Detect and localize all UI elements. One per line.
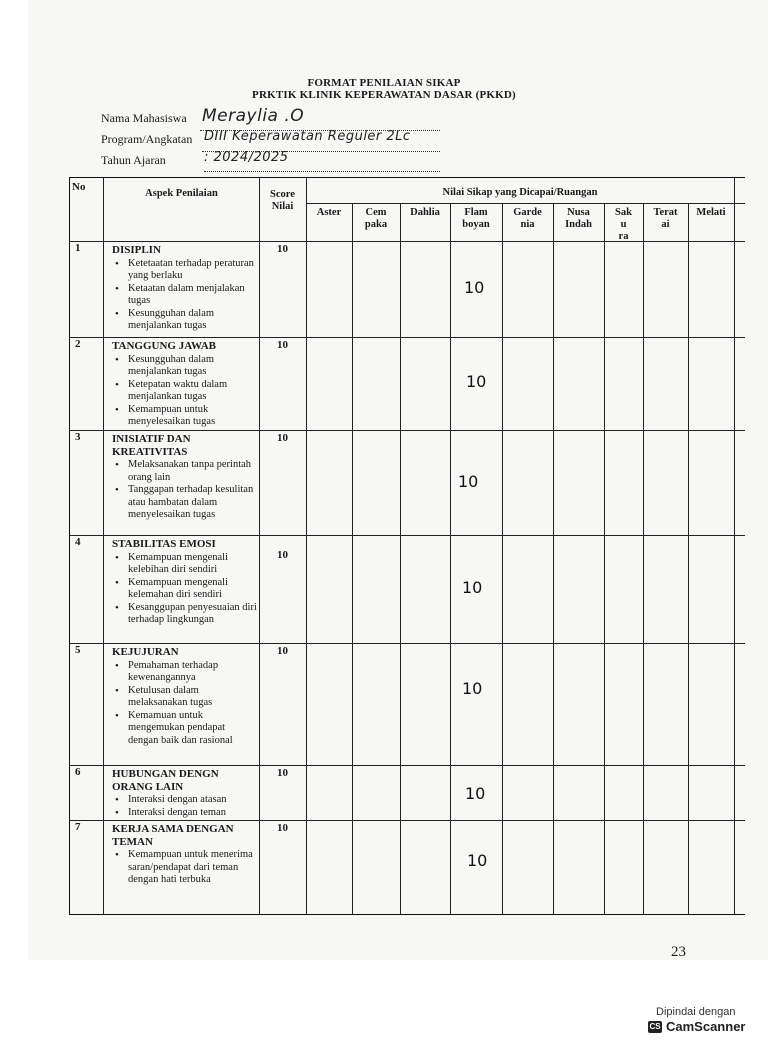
criteria-item: • Kemampuan untuk menyelesaikan tugas [128, 404, 257, 429]
aspect-title: DISIPLIN [112, 244, 161, 256]
aspect-title: KEJUJURAN [112, 646, 179, 658]
room-header-0-l1: Aster [316, 207, 342, 218]
room-header-3-l2: boyan [462, 219, 490, 230]
row-number: 2 [75, 338, 81, 350]
criteria-item: • Kesanggupan penyesuaian diri terhadap lingkungan [128, 602, 257, 627]
aspect-criteria-list [112, 258, 257, 333]
header-score-line1: Score [270, 189, 295, 200]
tahun-label: Tahun Ajaran [101, 153, 166, 167]
aspect-criteria-list [112, 849, 257, 887]
room-header-4-l1: Garde [513, 207, 542, 218]
row-number: 7 [75, 821, 81, 833]
aspect-cell [112, 433, 257, 522]
criteria-item: • Ketaatan dalam menjalakan tugas [128, 283, 257, 308]
row-number: 6 [75, 766, 81, 778]
program-label: Program/Angkatan [101, 132, 193, 146]
camscanner-watermark [644, 1000, 762, 1040]
criteria-item: • Kemampuan mengenali kelebihan diri sendiri [128, 552, 257, 577]
aspect-title: KERJA SAMA DENGAN TEMAN [112, 823, 234, 848]
aspect-cell [112, 823, 257, 887]
aspect-cell [112, 340, 257, 429]
room-header-5-l2: Indah [565, 219, 592, 230]
criteria-item: • Melaksanakan tanpa perintah orang lain [128, 459, 257, 484]
aspect-cell [112, 646, 257, 747]
room-header-6-l1: Sak [615, 207, 632, 218]
criteria-item: • Pemahaman terhadap kewenangannya [128, 660, 257, 685]
header-aspek: Aspek Penilaian [145, 188, 218, 199]
room-header-7-l1: Terat [653, 207, 678, 218]
criteria-item: • Ketetaatan terhadap peraturan yang berlaku [128, 258, 257, 283]
nama-label: Nama Mahasiswa [101, 111, 187, 125]
aspect-title: STABILITAS EMOSI [112, 538, 216, 550]
tahun-value: : 2024/2025 [204, 150, 289, 165]
header-group: Nilai Sikap yang Dicapai/Ruangan [442, 187, 598, 198]
criteria-item: • Kemampuan untuk menerima saran/pendapat dari teman dengan hati terbuka [128, 849, 257, 887]
aspect-title: TANGGUNG JAWAB [112, 340, 217, 352]
room-header-7-l2: ai [661, 219, 670, 230]
flamboyan-score: 10 [466, 372, 487, 391]
room-header-3-l1: Flam [464, 207, 488, 218]
aspect-cell [112, 768, 257, 819]
aspect-title: INISIATIF DAN KREATIVITAS [112, 433, 191, 458]
room-header-1-l1: Cem [365, 207, 387, 218]
room-header-2-l1: Dahlia [410, 207, 440, 218]
criteria-item: • Tanggapan terhadap kesulitan atau hambatan dalam menyelesaikan tugas [128, 484, 257, 522]
room-header-8-l1: Melati [696, 207, 726, 218]
header-score-line2: Nilai [271, 201, 294, 212]
score-value: 10 [277, 432, 288, 444]
row-number: 1 [75, 242, 81, 254]
page-number: 23 [671, 944, 686, 960]
aspect-title: HUBUNGAN DENGN ORANG LAIN [112, 768, 219, 793]
aspect-criteria-list [112, 660, 257, 748]
room-header-4-l2: nia [520, 219, 535, 230]
program-value: DIII Keperawatan Reguler 2Lc [204, 129, 411, 144]
room-header-1-l2: paka [364, 219, 388, 230]
row-number: 3 [75, 431, 81, 443]
camscanner-logo-icon: CS [649, 1022, 661, 1031]
watermark-line1: Dipindai dengan [656, 1006, 736, 1018]
criteria-item: • Ketepatan waktu dalam menjalankan tugas [128, 379, 257, 404]
aspect-cell [112, 538, 257, 627]
watermark-line2: CamScanner [666, 1019, 746, 1034]
score-value: 10 [277, 549, 288, 561]
flamboyan-score: 10 [462, 679, 483, 698]
row-number: 5 [75, 644, 81, 656]
room-header-6-l3: ra [618, 231, 629, 242]
criteria-item: • Interaksi dengan atasan [128, 794, 257, 807]
room-header-5-l1: Nusa [567, 207, 590, 218]
score-value: 10 [277, 645, 288, 657]
aspect-criteria-list [112, 459, 257, 522]
aspect-criteria-list [112, 794, 257, 819]
flamboyan-score: 10 [462, 578, 483, 597]
criteria-item: • Kemamuan untuk mengemukan pendapat dengan baik dan rasional [128, 710, 257, 748]
header-no: No [72, 181, 86, 193]
nama-value: Meraylia .O [202, 106, 305, 126]
aspect-criteria-list [112, 552, 257, 627]
aspect-criteria-list [112, 354, 257, 429]
document-subtitle: PRKTIK KLINIK KEPERAWATAN DASAR (PKKD) [252, 89, 516, 101]
document-title: FORMAT PENILAIAN SIKAP [307, 77, 461, 89]
flamboyan-score: 10 [465, 784, 486, 803]
score-value: 10 [277, 243, 288, 255]
criteria-item: • Kesungguhan dalam menjalankan tugas [128, 354, 257, 379]
criteria-item: • Kemampuan mengenali kelemahan diri sendiri [128, 577, 257, 602]
flamboyan-score: 10 [467, 851, 488, 870]
flamboyan-score: 10 [458, 472, 479, 491]
row-number: 4 [75, 536, 81, 548]
aspect-cell [112, 244, 257, 333]
flamboyan-score: 10 [464, 278, 485, 297]
room-header-6-l2: u [620, 219, 627, 230]
assessment-table [69, 177, 745, 915]
score-value: 10 [277, 339, 288, 351]
criteria-item: • Kesungguhan dalam menjalankan tugas [128, 308, 257, 333]
score-value: 10 [277, 767, 288, 779]
criteria-item: • Interaksi dengan teman [128, 807, 257, 820]
score-value: 10 [277, 822, 288, 834]
criteria-item: • Ketulusan dalam melaksanakan tugas [128, 685, 257, 710]
